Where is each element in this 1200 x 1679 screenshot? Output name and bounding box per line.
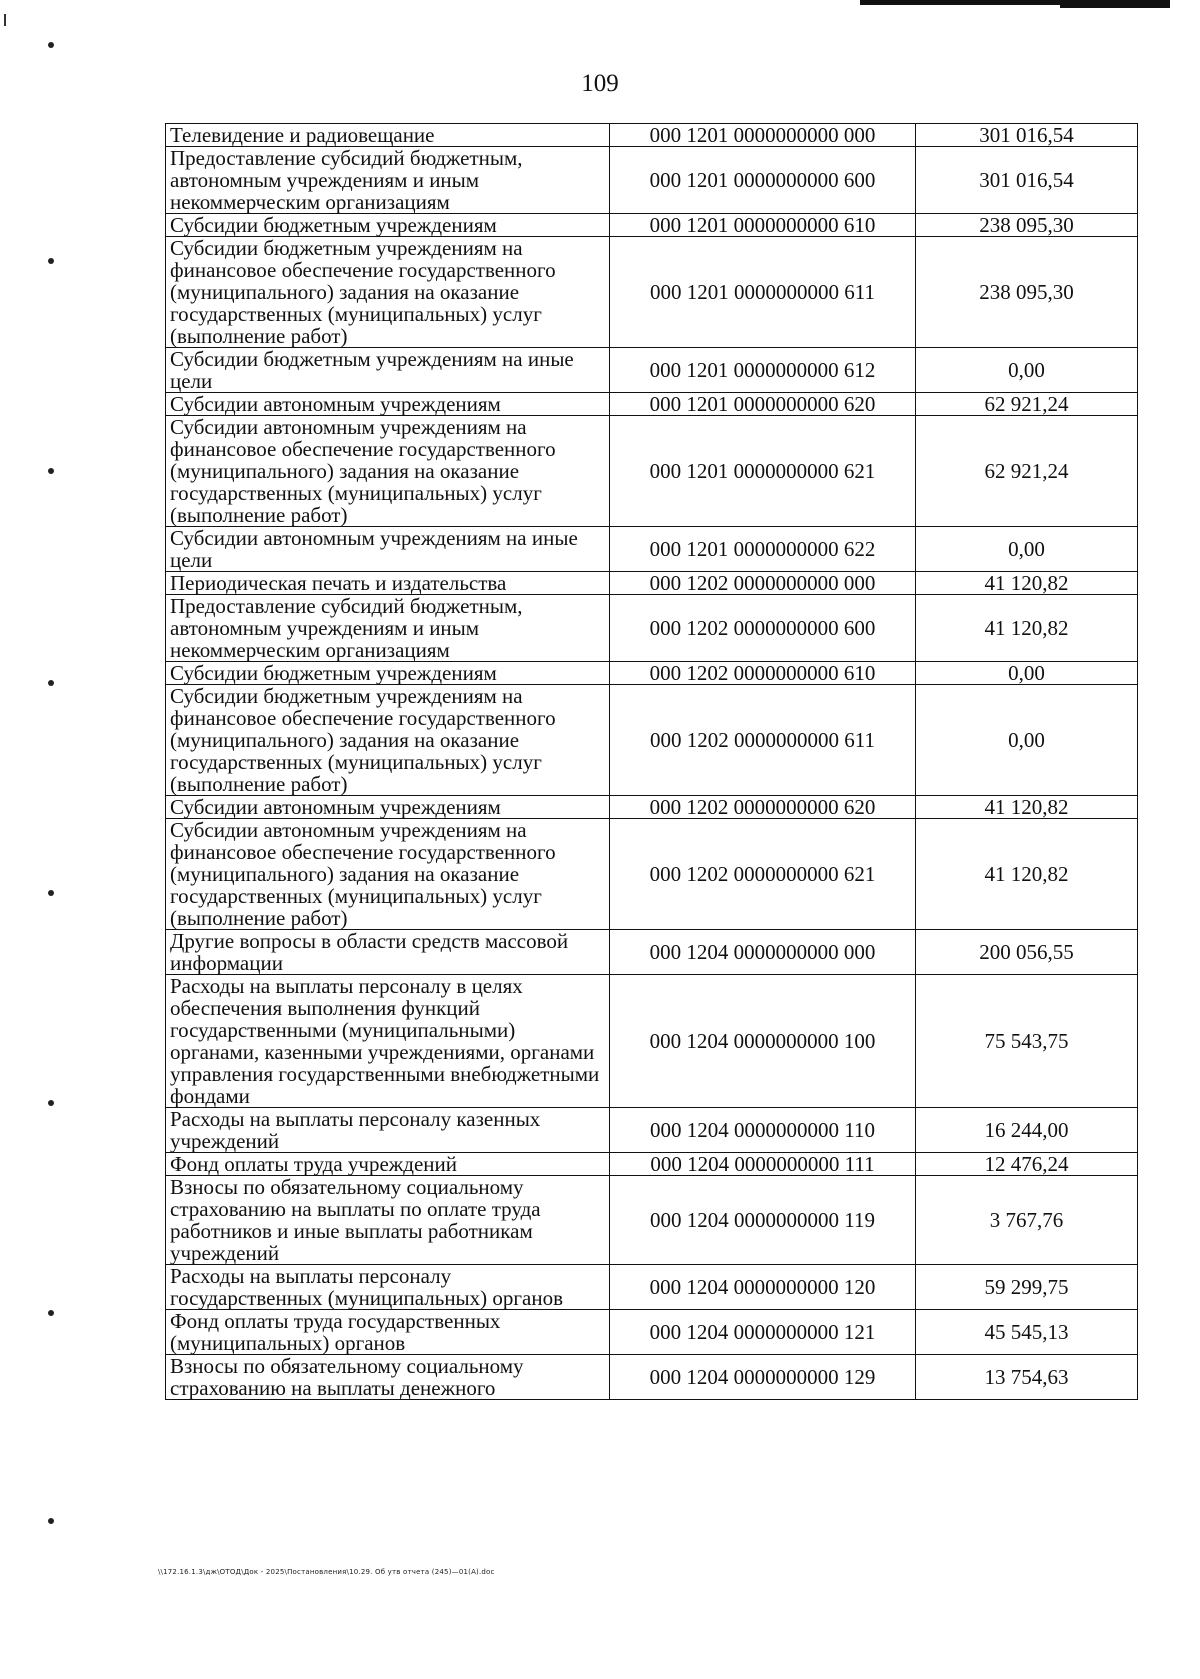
table-row [166, 124, 1138, 147]
row-code-cell: 000 1201 0000000000 000 [610, 124, 916, 147]
row-name-cell: Предоставление субсидий бюджетным, автономным учреждениям и иным некоммерческим организациям [166, 147, 610, 214]
row-code-cell: 000 1204 0000000000 100 [610, 975, 916, 1108]
row-name-cell: Расходы на выплаты персоналу в целях обеспечения выполнения функций государственными (муниципальными) органами, казенными учреждениями, органами управления государственными внебюджетными фондами [166, 975, 610, 1108]
row-name-cell: Взносы по обязательному социальному страхованию на выплаты денежного [166, 1355, 610, 1400]
table-row [166, 348, 1138, 393]
row-code-cell: 000 1204 0000000000 111 [610, 1153, 916, 1176]
margin-dot [48, 1518, 54, 1524]
table-row [166, 1355, 1138, 1400]
margin-dot [48, 890, 54, 896]
page-number: 109 [581, 70, 619, 97]
budget-table [165, 123, 1138, 1400]
row-name-cell: Субсидии автономным учреждениям на финансовое обеспечение государственного (муниципального) задания на оказание государственных (муниципальных) услуг (выполнение работ) [166, 416, 610, 527]
row-code-cell: 000 1201 0000000000 622 [610, 527, 916, 572]
row-code-cell: 000 1202 0000000000 000 [610, 572, 916, 595]
corner-mark [4, 14, 6, 26]
row-amount-cell: 3 767,76 [916, 1176, 1138, 1265]
row-amount-cell: 301 016,54 [916, 147, 1138, 214]
row-amount-cell: 12 476,24 [916, 1153, 1138, 1176]
table-row [166, 1108, 1138, 1153]
row-amount-cell: 0,00 [916, 348, 1138, 393]
row-code-cell: 000 1201 0000000000 611 [610, 237, 916, 348]
table-row [166, 1153, 1138, 1176]
row-amount-cell: 41 120,82 [916, 796, 1138, 819]
row-amount-cell: 45 545,13 [916, 1310, 1138, 1355]
margin-dot [48, 258, 54, 264]
table-row [166, 796, 1138, 819]
row-amount-cell: 41 120,82 [916, 595, 1138, 662]
row-name-cell: Предоставление субсидий бюджетным, автономным учреждениям и иным некоммерческим организациям [166, 595, 610, 662]
table-row [166, 819, 1138, 930]
row-code-cell: 000 1204 0000000000 120 [610, 1265, 916, 1310]
row-name-cell: Субсидии автономным учреждениям на иные цели [166, 527, 610, 572]
row-amount-cell: 13 754,63 [916, 1355, 1138, 1400]
row-name-cell: Расходы на выплаты персоналу государственных (муниципальных) органов [166, 1265, 610, 1310]
table-row [166, 1265, 1138, 1310]
row-amount-cell: 200 056,55 [916, 930, 1138, 975]
row-code-cell: 000 1201 0000000000 600 [610, 147, 916, 214]
row-code-cell: 000 1202 0000000000 620 [610, 796, 916, 819]
row-code-cell: 000 1202 0000000000 610 [610, 662, 916, 685]
row-amount-cell: 0,00 [916, 685, 1138, 796]
row-amount-cell: 75 543,75 [916, 975, 1138, 1108]
row-name-cell: Периодическая печать и издательства [166, 572, 610, 595]
table-row [166, 527, 1138, 572]
row-amount-cell: 62 921,24 [916, 393, 1138, 416]
table-row [166, 572, 1138, 595]
row-name-cell: Субсидии бюджетным учреждениям на финансовое обеспечение государственного (муниципального) задания на оказание государственных (муниципальных) услуг (выполнение работ) [166, 237, 610, 348]
row-name-cell: Фонд оплаты труда учреждений [166, 1153, 610, 1176]
row-name-cell: Взносы по обязательному социальному страхованию на выплаты по оплате труда работников и иные выплаты работникам учреждений [166, 1176, 610, 1265]
row-name-cell: Фонд оплаты труда государственных (муниципальных) органов [166, 1310, 610, 1355]
margin-dot [48, 1310, 54, 1316]
row-code-cell: 000 1201 0000000000 621 [610, 416, 916, 527]
budget-table-body [166, 124, 1138, 1400]
row-name-cell: Субсидии бюджетным учреждениям на финансовое обеспечение государственного (муниципального) задания на оказание государственных (муниципальных) услуг (выполнение работ) [166, 685, 610, 796]
table-row [166, 214, 1138, 237]
margin-dot [48, 1100, 54, 1106]
row-amount-cell: 238 095,30 [916, 214, 1138, 237]
row-code-cell: 000 1202 0000000000 600 [610, 595, 916, 662]
footer-file-path: \\172.16.1.3\дж\ОТОД\Док - 2025\Постановления\10.29. Об утв отчета (245)—01(А).doc [158, 1568, 495, 1576]
row-amount-cell: 16 244,00 [916, 1108, 1138, 1153]
row-code-cell: 000 1202 0000000000 621 [610, 819, 916, 930]
row-code-cell: 000 1204 0000000000 000 [610, 930, 916, 975]
table-row [166, 930, 1138, 975]
table-row [166, 662, 1138, 685]
table-row [166, 595, 1138, 662]
table-row [166, 975, 1138, 1108]
table-row [166, 685, 1138, 796]
row-code-cell: 000 1204 0000000000 121 [610, 1310, 916, 1355]
margin-dot [48, 680, 54, 686]
table-row [166, 393, 1138, 416]
row-name-cell: Субсидии автономным учреждениям [166, 796, 610, 819]
top-rule-thick [1060, 0, 1170, 8]
table-row [166, 1176, 1138, 1265]
row-code-cell: 000 1202 0000000000 611 [610, 685, 916, 796]
row-name-cell: Телевидение и радиовещание [166, 124, 610, 147]
row-name-cell: Другие вопросы в области средств массовой информации [166, 930, 610, 975]
row-amount-cell: 0,00 [916, 527, 1138, 572]
row-name-cell: Субсидии бюджетным учреждениям [166, 662, 610, 685]
row-amount-cell: 62 921,24 [916, 416, 1138, 527]
row-name-cell: Расходы на выплаты персоналу казенных учреждений [166, 1108, 610, 1153]
row-amount-cell: 238 095,30 [916, 237, 1138, 348]
row-name-cell: Субсидии автономным учреждениям на финансовое обеспечение государственного (муниципального) задания на оказание государственных (муниципальных) услуг (выполнение работ) [166, 819, 610, 930]
table-row [166, 237, 1138, 348]
row-amount-cell: 301 016,54 [916, 124, 1138, 147]
table-row [166, 416, 1138, 527]
table-row [166, 1310, 1138, 1355]
row-code-cell: 000 1204 0000000000 129 [610, 1355, 916, 1400]
row-code-cell: 000 1201 0000000000 620 [610, 393, 916, 416]
row-code-cell: 000 1204 0000000000 119 [610, 1176, 916, 1265]
row-amount-cell: 41 120,82 [916, 572, 1138, 595]
row-code-cell: 000 1201 0000000000 610 [610, 214, 916, 237]
row-name-cell: Субсидии автономным учреждениям [166, 393, 610, 416]
row-name-cell: Субсидии бюджетным учреждениям на иные цели [166, 348, 610, 393]
row-code-cell: 000 1204 0000000000 110 [610, 1108, 916, 1153]
row-name-cell: Субсидии бюджетным учреждениям [166, 214, 610, 237]
row-amount-cell: 59 299,75 [916, 1265, 1138, 1310]
row-code-cell: 000 1201 0000000000 612 [610, 348, 916, 393]
row-amount-cell: 0,00 [916, 662, 1138, 685]
row-amount-cell: 41 120,82 [916, 819, 1138, 930]
table-row [166, 147, 1138, 214]
margin-dot [48, 42, 54, 48]
margin-dot [48, 468, 54, 474]
